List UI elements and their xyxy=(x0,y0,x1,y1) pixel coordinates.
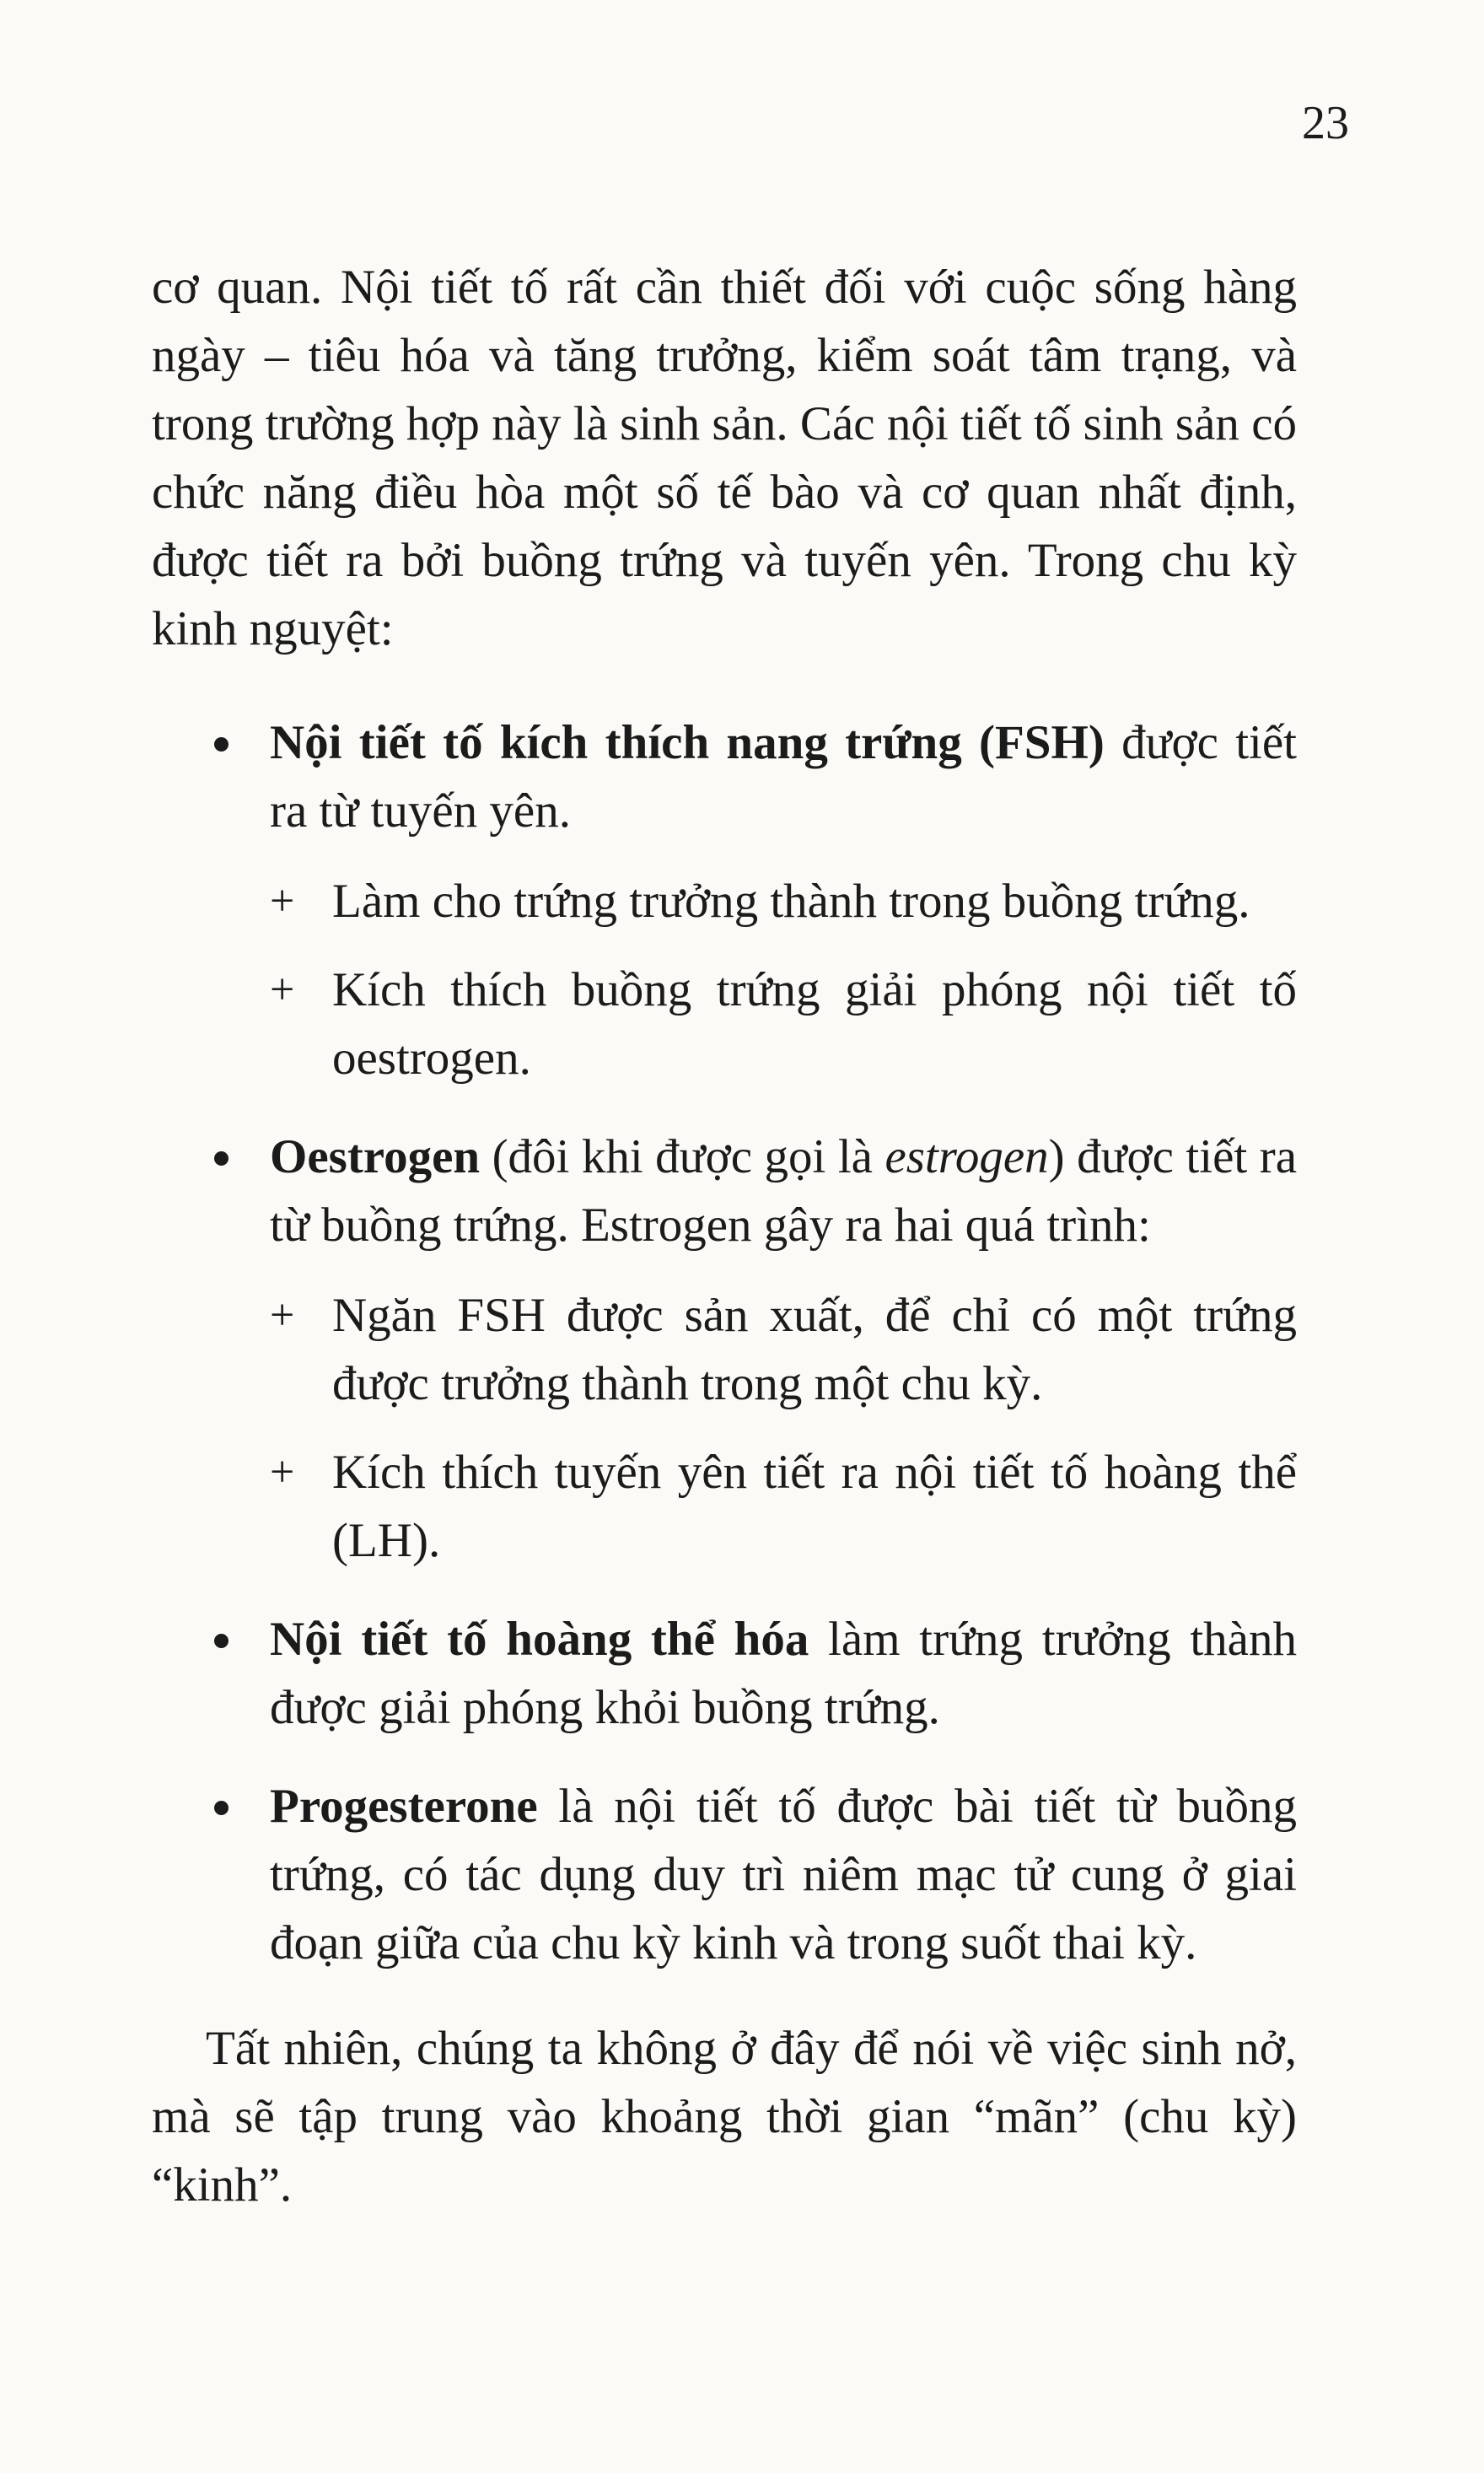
sub-list xyxy=(270,1281,1297,1575)
bullet-text xyxy=(270,1605,1297,1742)
plus-icon: + xyxy=(270,1291,295,1339)
sub-item xyxy=(270,867,1297,935)
sub-item xyxy=(270,956,1297,1092)
bullet-oestrogen xyxy=(152,1123,1297,1575)
sub-item-text: Kích thích tuyến yên tiết ra nội tiết tố hoàng thể (LH). xyxy=(332,1446,1297,1567)
bullet-dot-icon xyxy=(214,1634,229,1648)
plus-icon: + xyxy=(270,877,295,925)
bullet-description: (đôi khi được gọi là xyxy=(480,1130,885,1183)
bullet-description-cont: ) được tiết ra từ buồng trứng. Estrogen gây ra hai quá trình: xyxy=(270,1130,1297,1252)
bullet-dot-icon xyxy=(214,1151,229,1166)
bullet-description: được tiết ra từ tuyến yên. xyxy=(270,716,1297,838)
bullet-text xyxy=(270,708,1297,845)
bullet-term: Nội tiết tố kích thích nang trứng (FSH) xyxy=(270,716,1105,769)
page-body xyxy=(152,253,1297,2219)
bullet-term: Oestrogen xyxy=(270,1130,481,1183)
bullet-dot-icon xyxy=(214,737,229,752)
sub-item-text: Làm cho trứng trưởng thành trong buồng trứng. xyxy=(332,875,1250,928)
closing-paragraph: Tất nhiên, chúng ta không ở đây để nói về việc sinh nở, mà sẽ tập trung vào khoảng thời gian “mãn” (chu kỳ) “kinh”. xyxy=(152,2022,1297,2212)
sub-item xyxy=(270,1438,1297,1575)
bullet-text xyxy=(270,1123,1297,1259)
plus-icon: + xyxy=(270,1448,295,1496)
bullet-progesterone xyxy=(152,1772,1297,1977)
bullet-description: là nội tiết tố được bài tiết từ buồng trứng, có tác dụng duy trì niêm mạc tử cung ở giai đoạn giữa của chu kỳ kinh và trong suốt thai kỳ. xyxy=(270,1780,1297,1969)
sub-list xyxy=(270,867,1297,1092)
bullet-term: Nội tiết tố hoàng thể hóa xyxy=(270,1613,809,1666)
bullet-description: làm trứng trưởng thành được giải phóng khỏi buồng trứng. xyxy=(270,1613,1297,1734)
bullet-term: Progesterone xyxy=(270,1780,538,1833)
page-number: 23 xyxy=(1302,97,1349,149)
bullet-text xyxy=(270,1772,1297,1977)
intro-paragraph: cơ quan. Nội tiết tố rất cần thiết đối với cuộc sống hàng ngày – tiêu hóa và tăng trưởng, kiểm soát tâm trạng, và trong trường hợp này là sinh sản. Các nội tiết tố sinh sản có chức năng điều hòa một số tế bào và cơ quan nhất định, được tiết ra bởi buồng trứng và tuyến yên. Trong chu kỳ kinh nguyệt: xyxy=(152,261,1297,655)
bullet-lh xyxy=(152,1605,1297,1742)
sub-item-text: Ngăn FSH được sản xuất, để chỉ có một trứng được trưởng thành trong một chu kỳ. xyxy=(332,1289,1297,1410)
plus-icon: + xyxy=(270,966,295,1014)
sub-item xyxy=(270,1281,1297,1418)
sub-item-text: Kích thích buồng trứng giải phóng nội tiết tố oestrogen. xyxy=(332,963,1297,1085)
bullet-fsh xyxy=(152,708,1297,1092)
bullet-dot-icon xyxy=(214,1801,229,1815)
bullet-italic-term: estrogen xyxy=(884,1130,1049,1183)
